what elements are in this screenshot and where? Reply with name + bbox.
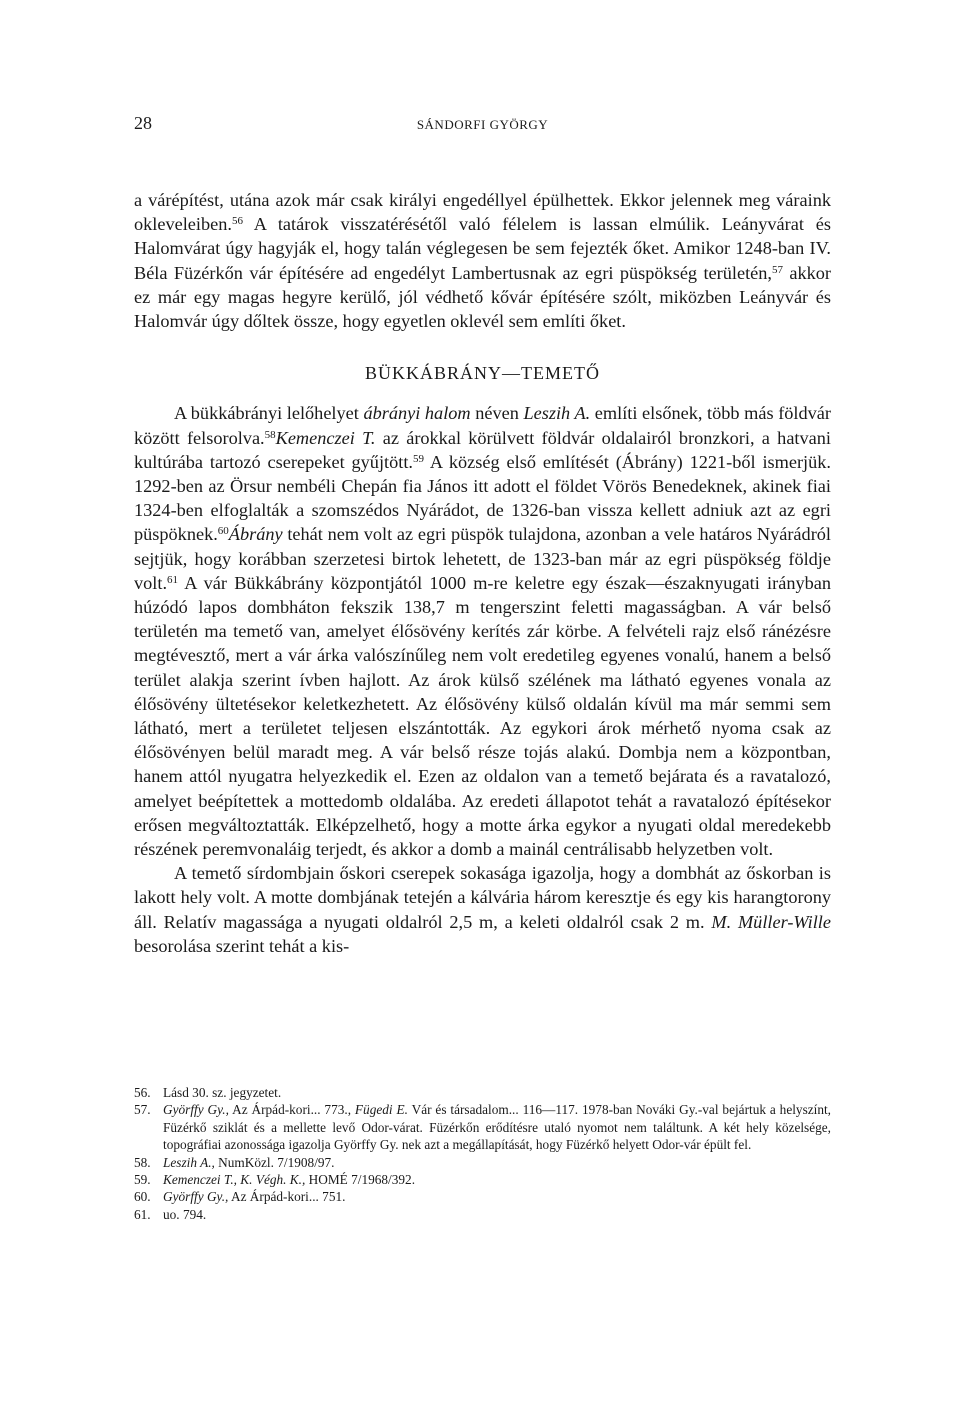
text-run: az árokkal körülvett földvár oldalairól bronzkori, a hatvani kultúrába tartozó cserepeket gyűjtött. — [134, 427, 831, 472]
footnote-ref-56: 56 — [231, 215, 243, 228]
footnotes — [134, 1084, 831, 1223]
footnote-number: 56. — [134, 1085, 151, 1100]
footnote-58 — [134, 1154, 831, 1171]
italic-run: Ábrány — [228, 524, 283, 545]
paragraph-3 — [134, 861, 831, 958]
italic-run: ábrányi halom — [363, 403, 471, 424]
footnote-text: NumKözl. 7/1908/97. — [214, 1154, 335, 1170]
section-title: BÜKKÁBRÁNY—TEMETŐ — [365, 363, 600, 384]
footnote-text: uo. 794. — [163, 1206, 207, 1222]
text-run: A község első említését (Ábrány) 1221-ből ismerjük. 1292-ben az Örsur nembéli Chepán fia János itt adott el földet Vörös Benedeknek, akinek fiai 1324-ben elfoglalták a szomszédos Nyárádot, de 1326-ban vissza kellett adniuk azt az egri püspöknek. — [134, 451, 831, 545]
footnote-text: Lásd 30. sz. jegyzetet. — [163, 1085, 282, 1100]
author-name: M. Müller-Wille — [711, 911, 831, 932]
author-name: Leszih A., — [163, 1154, 215, 1170]
text-run: A temető sírdombjain őskori cserepek sokasága igazolja, hogy a dombhát az őskorban is lakott hely volt. A motte dombjának tetején a kálvária három keresztje és egy kis harangtorony áll. Relatív magassága a nyugati oldalról 2,5 m, a keleti oldalról csak 2 m. — [134, 863, 831, 932]
footnote-61 — [134, 1206, 831, 1223]
text-run: A vár Bükkábrány központjától 1000 m-re keletre egy észak—északnyugati irányban húzódó lapos dombháton fekszik 138,7 m tengerszint feletti magasságban. A vár belső területén ma temető van, amelyet élősövény kerítés zár körbe. A felvételi rajz első ránézésre megtévesztő, mert a vár árka valószínűleg nem volt eredetileg egyenes vonalú, hanem a belső terület alakja szerint ívben hajlott. Az árok külső szélének ma látható egyenes vonala az élősövény ültetésekor keletkezhetett. Az élősövény külső oldalán kívül ma már semmi sem látható, mert a területet teljesen elszántották. Az egykori árok mérhető nyoma csak az élősövényen belül maradt meg. A vár belső része tojás alakú. Dombja nem a központban, hanem attól nyugatra helyezkedik el. Ezen az oldalon van a temető bejárata és a ravatalozó, amelyet beépítettek a mottedomb oldalába. Az eredeti állapotot tehát a ravatalozó építésekor erősen megváltoztatták. Elképzelhető, hogy a motte árka egykor a nyugati oldal meredekebb részének peremvonaláig terjedt, és akkor a domb a mainál centrálisabb helyzetben volt. — [134, 572, 831, 860]
text-run: említi elsőnek, több más földvár között felsorolva. — [134, 403, 831, 448]
footnote-ref-59: 59 — [412, 452, 424, 465]
paragraph-1 — [134, 188, 831, 333]
author-name: Kemenczei T., K. Végh. K., — [163, 1172, 306, 1188]
page-header — [134, 113, 831, 139]
author-name: Kemenczei T. — [275, 427, 376, 448]
author-name: Leszih A. — [523, 403, 591, 424]
text-run: akkor ez már egy magas hegyre kerülő, jól védhető kővár építésére szólt, miközben Leányvár és Halomvár úgy dőltek össze, hogy egyetlen oklevél sem említi őket. — [134, 262, 831, 332]
footnote-number: 57. — [134, 1102, 151, 1118]
footnote-60 — [134, 1188, 831, 1205]
text-run: a várépítést, utána azok már csak királyi engedéllyel épülhettek. Ekkor jelennek meg váraink okleveleiben. — [134, 190, 831, 235]
text-run: A bükkábrányi lelőhelyet — [174, 403, 364, 424]
footnote-number: 59. — [134, 1172, 151, 1188]
text-run: besorolása szerint tehát a kis- — [134, 935, 350, 956]
footnote-ref-58: 58 — [264, 428, 276, 441]
footnote-ref-60: 60 — [217, 525, 229, 538]
paragraph-2 — [134, 401, 831, 861]
footnote-59 — [134, 1171, 831, 1188]
footnote-number: 61. — [134, 1206, 151, 1222]
footnote-56 — [134, 1084, 831, 1101]
footnote-text: Az Árpád-kori... 751. — [228, 1189, 346, 1205]
footnote-text: Vár és társadalom... 116—117. 1978-ban Nováki Gy.-val bejártuk a helyszínt, Füzérkő sziklát és a mellette levő Odor-várat. Füzérkőn erődítésre utaló nyomot nem találtunk. A két hely közelsége, topográfiai azonossága igazolja Györffy Gy. nek azt a megállapítását, hogy Füzérkő helyett Odor-vár épült fel. — [163, 1102, 832, 1153]
footnote-text: HOMÉ 7/1968/392. — [305, 1172, 416, 1188]
author-name: Györffy Gy., — [163, 1102, 229, 1118]
body-text — [134, 188, 831, 958]
footnote-number: 58. — [134, 1154, 151, 1170]
text-run: néven — [470, 403, 524, 424]
author-name: Györffy Gy., — [163, 1189, 229, 1205]
footnote-ref-61: 61 — [167, 573, 179, 586]
footnote-number: 60. — [134, 1189, 151, 1205]
page-number: 28 — [134, 113, 152, 133]
text-run: tehát nem volt az egri püspök tulajdona, azonban a vele határos Nyárádról sejtjük, hogy korábban szerzetesi birtok lehetett, de 1323-ban már az egri püspökség földje volt. — [134, 524, 831, 593]
footnote-ref-57: 57 — [771, 263, 783, 276]
footnote-text: Az Árpád-kori... 773., — [228, 1102, 355, 1118]
footnote-57 — [134, 1101, 831, 1153]
running-head: SÁNDORFI GYÖRGY — [416, 117, 549, 132]
author-name: Fügedi E. — [354, 1102, 408, 1118]
text-run: A tatárok visszatérésétől való félelem is lassan elmúlik. Leányvárat és Halomvárat úgy hagyják el, hogy talán véglegesen be sem fejezték őket. Amikor 1248-ban IV. Béla Füzérkőn vár építésére ad engedélyt Lambertusnak az egri püspökség területén, — [134, 214, 831, 283]
